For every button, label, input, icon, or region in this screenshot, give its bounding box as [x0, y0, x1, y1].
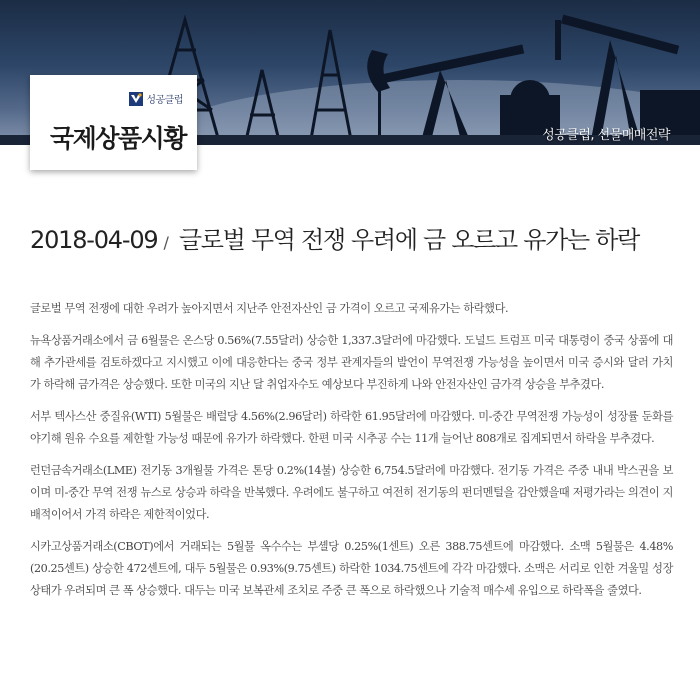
banner-caption: 성공클럽, 선물매매전략: [542, 128, 670, 143]
article-paragraph: 런던금속거래소(LME) 전기동 3개월물 가격은 톤당 0.2%(14불) 상승한 6,754.5달러에 마감했다. 전기동 가격은 주중 내내 박스권을 보이며 미-중간 무역 전쟁 뉴스로 상승과 하락을 반복했다. 우려에도 불구하고 여전히 전기동의 펀더멘털을 감안했을때 저평가라는 의견이 지배적이어서 가격 하락은 제한적이었다.: [30, 464, 673, 521]
article-headline-row: [30, 220, 690, 255]
section-title: 국제상품시황: [50, 124, 186, 153]
brand-logo-text: 성공클럽: [146, 95, 183, 106]
article-paragraph: 글로벌 무역 전쟁에 대한 우려가 높아지면서 지난주 안전자산인 금 가격이 오르고 국제유가는 하락했다.: [30, 302, 509, 315]
article-paragraph: 서부 텍사스산 중질유(WTI) 5월물은 배럴당 4.56%(2.96달러) 하락한 61.95달러에 마감했다. 미-중간 무역전쟁 가능성이 성장률 둔화를 야기해 원유 수요를 제한할 가능성 때문에 유가가 하락했다. 한편 미국 시추공 수는 11개 늘어난 808개로 집계되면서 하락을 부추겼다.: [30, 410, 673, 445]
brand-logo: [129, 91, 183, 106]
brand-logo-icon: [129, 92, 143, 106]
article-body: [30, 298, 673, 612]
article-paragraph: 뉴욕상품거래소에서 금 6월물은 온스당 0.56%(7.55달러) 상승한 1,337.3달러에 마감했다. 도널드 트럼프 미국 대통령이 중국 상품에 대해 추가관세를 검토하겠다고 지시했고 이에 대응한다는 중국 정부 관계자들의 발언이 무역전쟁 가능성을 높이면서 미국 증시와 달러 가치가 하락해 금가격은 상승했다. 또한 미국의 지난 달 취업자수도 예상보다 부진하게 나와 안전자산인 금가격 상승을 부추겼다.: [30, 334, 673, 391]
article-paragraph: 시카고상품거래소(CBOT)에서 거래되는 5월물 옥수수는 부셸당 0.25%(1센트) 오른 388.75센트에 마감했다. 소맥 5월물은 4.48%(20.25센트) 상승한 472센트에, 대두 5월물은 0.93%(9.75센트) 하락한 1034.75센트에 각각 마감했다. 소맥은 서리로 인한 겨울밀 성장 상태가 우려되며 큰 폭 상승했다. 대두는 미국 보복관세 조치로 주중 큰 폭으로 하락했으나 기술적 매수세 유입으로 하락폭을 줄였다.: [30, 540, 673, 597]
article-date: 2018-04-09: [30, 226, 158, 254]
title-card: [30, 75, 197, 170]
article-headline: 글로벌 무역 전쟁 우려에 금 오르고 유가는 하락: [178, 226, 639, 254]
date-separator: /: [163, 233, 169, 252]
